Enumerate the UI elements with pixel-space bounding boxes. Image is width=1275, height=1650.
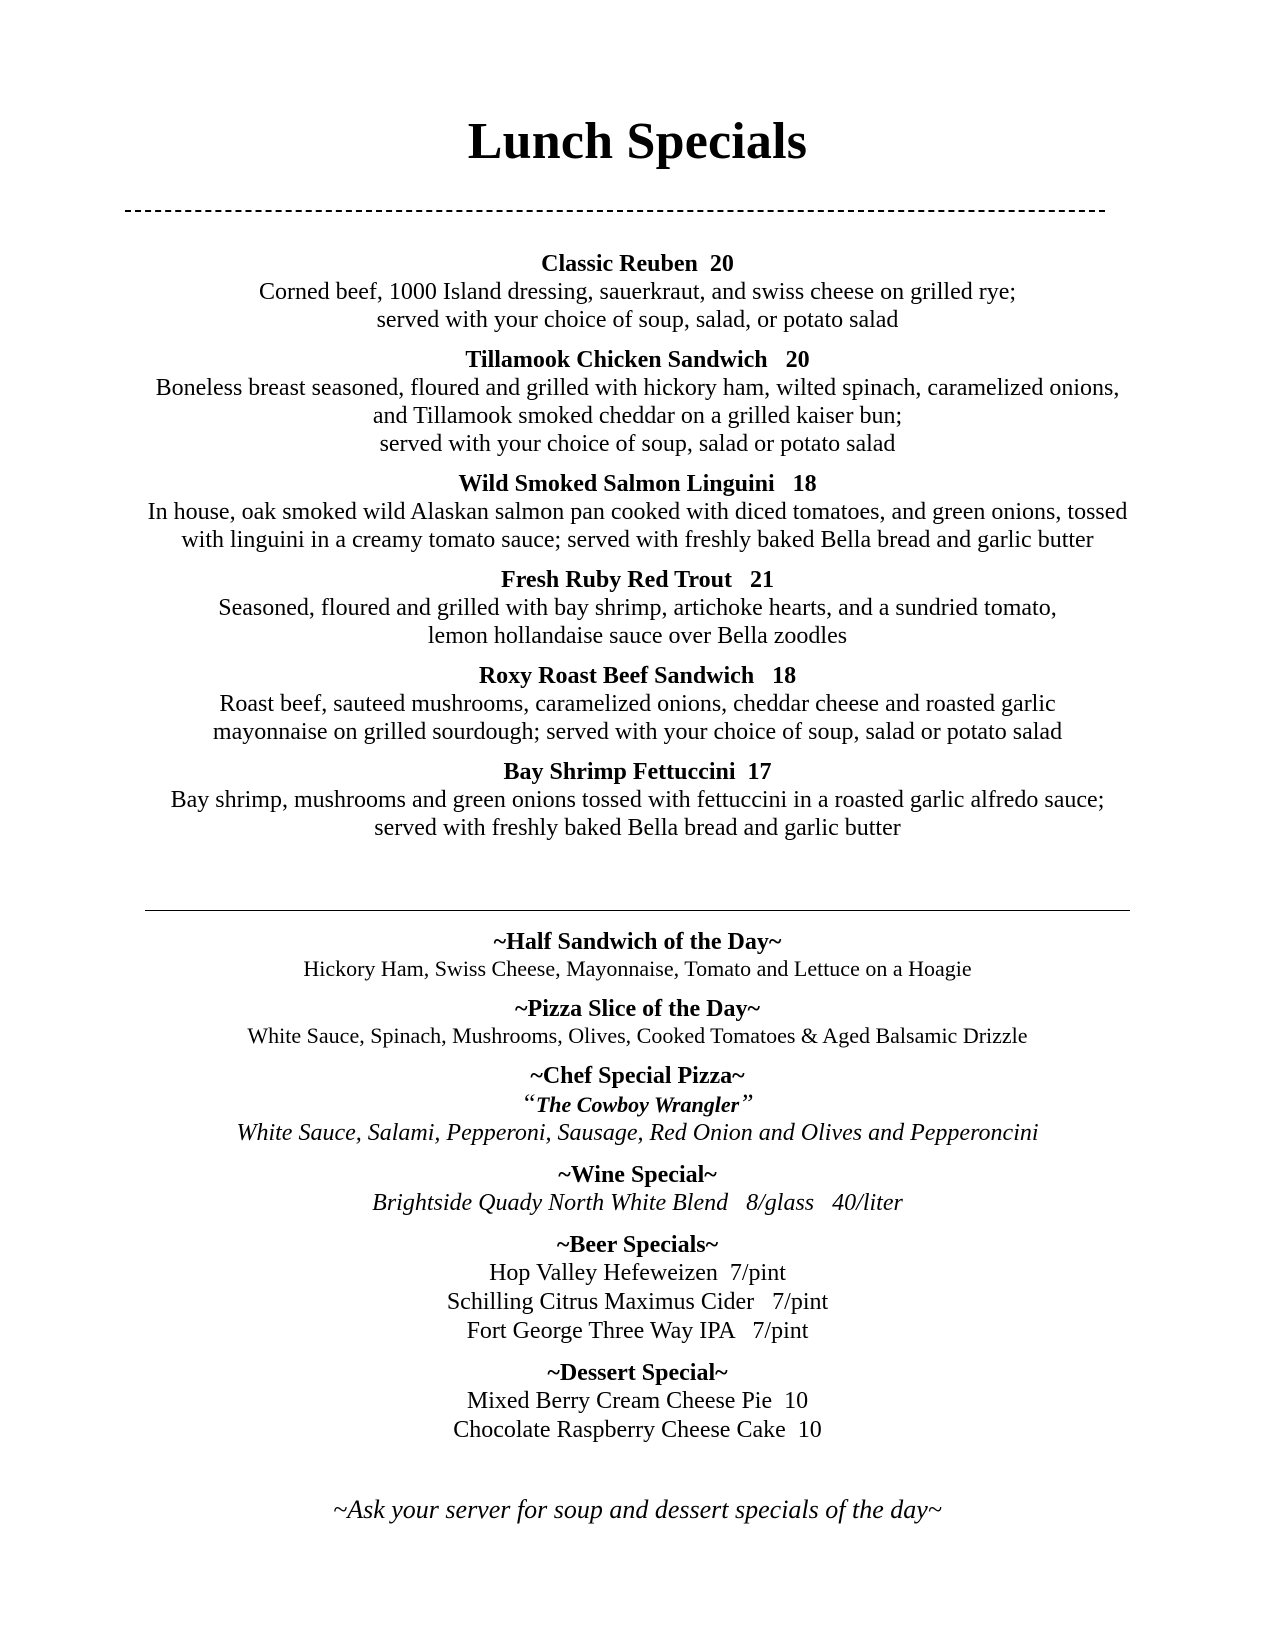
menu-item-description-line: mayonnaise on grilled sourdough; served with your choice of soup, salad or potato salad: [212, 719, 1063, 745]
menu-item-description-line: served with your choice of soup, salad, or potato salad: [376, 307, 899, 333]
menu-item-description: [0, 786, 1275, 842]
solid-divider: [145, 910, 1130, 911]
menu-item-description-line: Bay shrimp, mushrooms and green onions tossed with fettuccini in a roasted garlic alfredo sauce;: [170, 787, 1105, 813]
menu-item-description-line: Boneless breast seasoned, floured and grilled with hickory ham, wilted spinach, caramelized onions,: [155, 375, 1120, 401]
menu-item: [0, 346, 1275, 458]
menu-item-name: Roxy Roast Beef Sandwich 18: [478, 663, 797, 689]
dashed-divider: [125, 210, 1105, 212]
menu-item-description-line: served with your choice of soup, salad or potato salad: [379, 431, 896, 457]
menu-item-name: Wild Smoked Salmon Linguini 18: [458, 471, 817, 497]
menu-item: [0, 566, 1275, 650]
section-line: White Sauce, Spinach, Mushrooms, Olives, Cooked Tomatoes & Aged Balsamic Drizzle: [247, 1023, 1028, 1048]
section-heading: ~Pizza Slice of the Day~: [515, 996, 760, 1022]
menu-item: [0, 662, 1275, 746]
wine-special-section: [0, 1161, 1275, 1218]
menu-item-name: Tillamook Chicken Sandwich 20: [465, 347, 810, 373]
open-quote: “: [521, 1089, 536, 1118]
section-heading: ~Chef Special Pizza~: [530, 1063, 745, 1089]
section-line: Brightside Quady North White Blend 8/glass 40/liter: [372, 1190, 903, 1216]
chef-pizza-name: [0, 1090, 1275, 1119]
section-line: Hop Valley Hefeweizen 7/pint: [489, 1260, 786, 1286]
section-line: Schilling Citrus Maximus Cider 7/pint: [446, 1289, 829, 1315]
menu-item-description-line: Seasoned, floured and grilled with bay shrimp, artichoke hearts, and a sundried tomato,: [218, 595, 1057, 621]
chef-pizza-section: [0, 1062, 1275, 1148]
menu-items-list: [0, 250, 1275, 854]
section-heading: ~Wine Special~: [558, 1162, 717, 1188]
section-heading: ~Beer Specials~: [556, 1232, 719, 1258]
menu-item-description-line: In house, oak smoked wild Alaskan salmon pan cooked with diced tomatoes, and green onions, tossed: [147, 499, 1128, 525]
menu-item-description-line: and Tillamook smoked cheddar on a grilled kaiser bun;: [372, 403, 903, 429]
menu-item-description: [0, 278, 1275, 334]
daily-specials: [0, 928, 1275, 1458]
menu-item-description-line: served with freshly baked Bella bread and garlic butter: [374, 815, 901, 841]
dessert-special-section: [0, 1359, 1275, 1445]
menu-item-name: Classic Reuben 20: [541, 251, 734, 277]
beer-specials-section: [0, 1231, 1275, 1346]
section-line: White Sauce, Salami, Pepperoni, Sausage, Red Onion and Olives and Pepperoncini: [236, 1120, 1039, 1146]
section-line: Hickory Ham, Swiss Cheese, Mayonnaise, Tomato and Lettuce on a Hoagie: [303, 956, 972, 981]
menu-item: [0, 250, 1275, 334]
pizza-slice-section: [0, 995, 1275, 1049]
footer-note: ~Ask your server for soup and dessert specials of the day~: [333, 1495, 942, 1524]
section-line: Fort George Three Way IPA 7/pint: [466, 1318, 809, 1344]
menu-item: [0, 758, 1275, 842]
menu-item-description: [0, 690, 1275, 746]
menu-item-description-line: Roast beef, sauteed mushrooms, caramelized onions, cheddar cheese and roasted garlic: [219, 691, 1056, 717]
page-title: Lunch Specials: [467, 113, 808, 170]
section-line: Mixed Berry Cream Cheese Pie 10: [466, 1388, 809, 1414]
close-quote: ”: [739, 1089, 754, 1118]
menu-item-name: Fresh Ruby Red Trout 21: [501, 567, 774, 593]
section-heading: ~Half Sandwich of the Day~: [493, 929, 782, 955]
menu-item-description: [0, 374, 1275, 458]
menu-item-description-line: Corned beef, 1000 Island dressing, sauerkraut, and swiss cheese on grilled rye;: [258, 279, 1017, 305]
section-heading: ~Dessert Special~: [547, 1360, 728, 1386]
menu-item-description: [0, 498, 1275, 554]
menu-item-name: Bay Shrimp Fettuccini 17: [503, 759, 772, 785]
section-line: Chocolate Raspberry Cheese Cake 10: [453, 1417, 822, 1443]
menu-item: [0, 470, 1275, 554]
menu-item-description-line: lemon hollandaise sauce over Bella zoodles: [427, 623, 848, 649]
menu-item-description-line: with linguini in a creamy tomato sauce; served with freshly baked Bella bread and garlic butter: [181, 527, 1094, 553]
chef-pizza-title: The Cowboy Wrangler: [535, 1092, 740, 1117]
half-sandwich-section: [0, 928, 1275, 982]
menu-item-description: [0, 594, 1275, 650]
